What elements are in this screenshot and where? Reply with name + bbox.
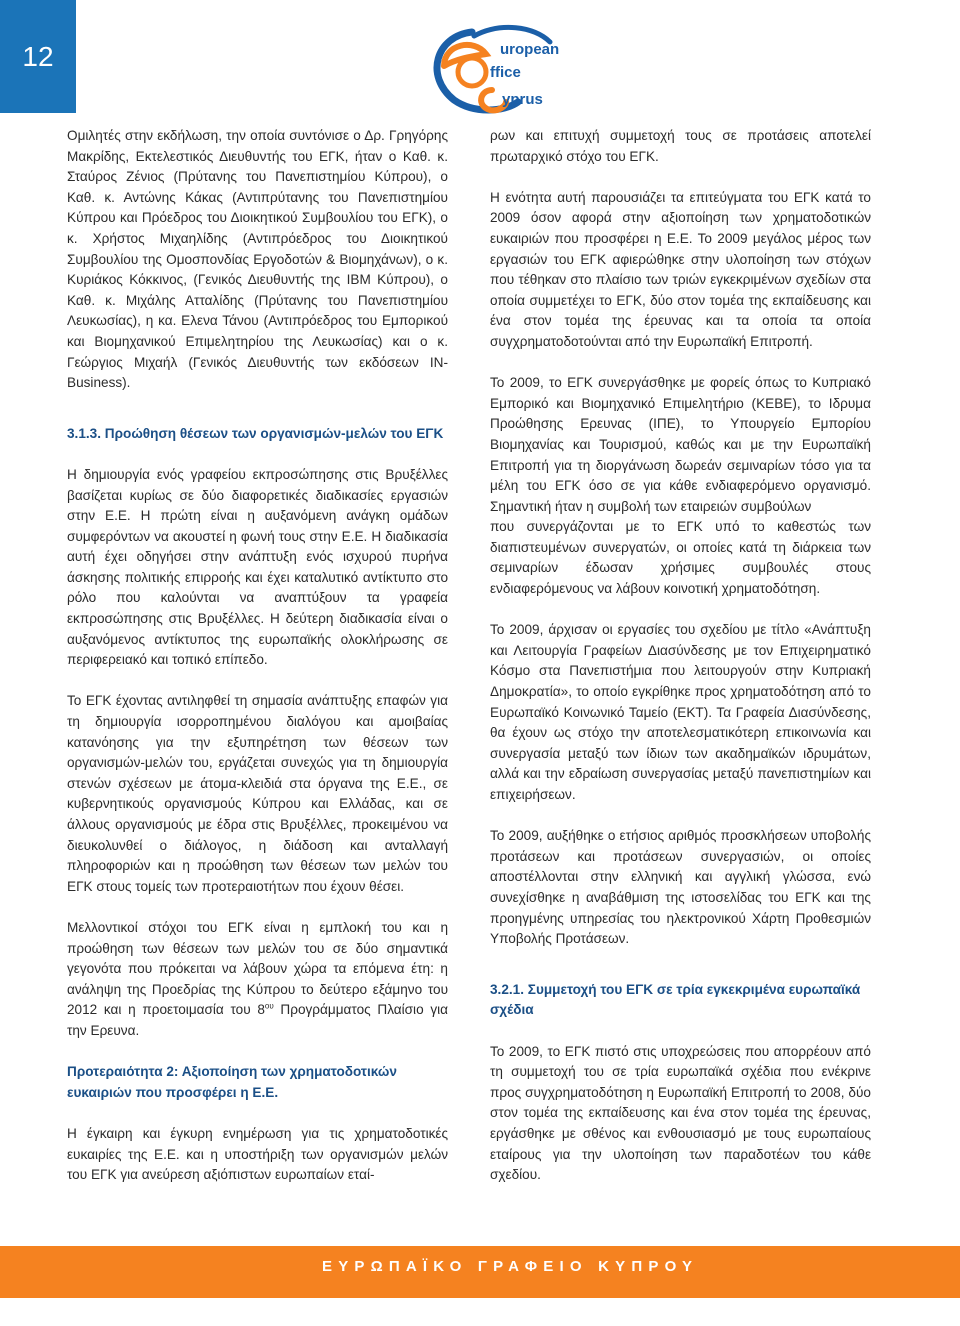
footer-title: ΕΥΡΩΠΑΪΚΟ ΓΡΑΦΕΙΟ ΚΥΠΡΟΥ	[322, 1258, 699, 1275]
paragraph-timely-info: Η έγκαιρη και έγκυρη ενημέρωση για τις χρηματοδοτικές ευκαιρίες της Ε.Ε. και η υποστήριξη των οργανισμών μελών του ΕΓΚ για ανεύρεση αξιόπιστων ευρωπαίων εταί-	[67, 1125, 448, 1183]
paragraph-egk-contacts: Το ΕΓΚ έχοντας αντιληφθεί τη σημασία ανάπτυξης επαφών για τη δημιουργία ισορροπημένου διαλόγου και αμοιβαίας κατανόησης για την εξυπηρέτηση των θέσεων των οργανισμών-μελών του, εργάζεται συνεχώς για τη δημιουργία στενών σχέσεων με άτομα-κλειδιά στα όργανα της Ε.Ε., σε κυβερνητικούς οργανισμούς Κύπρου και Ελλάδας, και σε άλλους οργανισμούς με έδρα στις Βρυξέλλες, προκειμένου να διευκολυνθεί ο διάλογος, η διάδοση και ανταλλαγή πληροφοριών και η προώθηση των θέσεων των μελών του ΕΓΚ στους τομείς των προτεραιοτήτων που έχουν θέσει.	[67, 693, 448, 894]
left-column	[67, 126, 448, 1206]
right-column	[490, 126, 871, 1206]
paragraph-speakers: Ομιλητές στην εκδήλωση, την οποία συντόνισε ο Δρ. Γρηγόρης Μακρίδης, Εκτελεστικός Διευθυντής του ΕΓΚ, ήταν ο Καθ. κ. Σταύρος Ζένιος (Πρύτανης του Πανεπιστημίου Κύπρου), ο Καθ. κ. Αντώνης Κάκας (Αντιπρύτανης του Πανεπιστημίου Κύπρου και Πρόεδρος του Διοικητικού Συμβουλίου του ΕΓΚ), ο κ. Χρήστος Μιχαηλίδης (Αντιπρόεδρος του Διοικητικού Συμβουλίου της Ομοσπονδίας Εργοδοτών & Βιομηχάνων), ο κ. Κυριάκος Κόκκινος, (Γενικός Διευθυντής της ΙΒΜ Κύπρου), ο Καθ. κ. Μιχάλης Ατταλίδης (Πρύτανης του Πανεπιστημίου Λευκωσίας), η κα. Ελενα Τάνου (Αντιπρόεδρος του Εμπορικού και Βιομηχανικού Επιμελητηρίου της Λευκωσίας) και ο κ. Γεώργιος Μιχαήλ (Γενικός Διευθυντής των εκδόσεων ΙΝ-Business).	[67, 128, 448, 391]
paragraph-three-projects: Το 2009, το ΕΓΚ πιστό στις υποχρεώσεις που απορρέουν από τη συμμετοχή του σε τρία ευρωπαϊκά σχέδια που ενέκρινε προς συγχρηματοδότηση η Ευρωπαϊκή Επιτροπή το 2008, δύο στον τομέα της εκπαίδευσης και ένα στον τομέα της έρευνας, εργάσθηκε με σθένος και ενθουσιασμό με τους ευρωπαίους εταίρους για την υλοποίηση των παραδοτέων του κάθε σχεδίου.	[490, 1043, 871, 1183]
paragraph-partners-continued: ρων και επιτυχή συμμετοχή τους σε προτάσεις αποτελεί πρωταρχικό στόχο του ΕΓΚ.	[490, 128, 871, 164]
logo-word-office: ffice	[490, 64, 521, 81]
section-heading-3-2-1: 3.2.1. Συμμετοχή του ΕΓΚ σε τρία εγκεκριμένα ευρωπαϊκά σχέδια	[490, 981, 861, 1018]
ordinal-superscript: ου	[264, 1001, 274, 1011]
paragraph-consultants: που συνεργάζονται με το ΕΓΚ υπό το καθεστώς των διαπιστευμένων συνεργατών, οι οποίες κατά τη διάρκεια των σεμιναρίων έδωσαν χρήσιμες συμβουλές στους ενδιαφερόμενους να λάβουν κοινοτική χρηματοδότηση.	[490, 519, 871, 597]
paragraph-calls-for-proposals: Το 2009, αυξήθηκε ο ετήσιος αριθμός προσκλήσεων υποβολής προτάσεων και προτάσεων συνεργασιών, οι οποίες αποστέλλονται στην ελληνική και αγγλική γλώσσα, ενώ συνεχίσθηκε η αναβάθμιση της ιστοσελίδας του ΕΓΚ και της προηγμένης υπηρεσίας του ηλεκτρονικού Χάρτη Προθεσμιών Υποβολής Προτάσεων.	[490, 828, 871, 947]
paragraph-future-goals	[67, 918, 448, 1042]
paragraph-brussels-office: Η δημιουργία ενός γραφείου εκπροσώπησης στις Βρυξέλλες βασίζεται κυρίως σε δύο διαφορετικές διαδικασίες εργασιών στην Ε.Ε. Η πρώτη είναι η αυξανόμενη ανάγκη ομάδων συμφερόντων να ακουστεί η φωνή τους στην Ε.Ε. Η διαδικασία αυτή έχει οδηγήσει στην ανάπτυξη ενός ισχυρού πυρήνα άσκησης πολιτικής επιρροής και έχει καταλυτικό αντίκτυπο στο ρόλο που καλούνται να αναπτύξουν τα γραφεία εκπροσώπησης στις Βρυξέλλες. Η δεύτερη διαδικασία είναι ο αυξανόμενος αντίκτυπος της ευρωπαϊκής ολοκλήρωσης σε περιφερειακό και τοπικό επίπεδο.	[67, 466, 448, 668]
page-number-tab	[0, 0, 76, 113]
paragraph-achievements-2009: Η ενότητα αυτή παρουσιάζει τα επιτεύγματα του ΕΓΚ κατά το 2009 όσον αφορά στην αξιοποίηση των χρηματοδοτικών ευκαιριών που προσφέρει η Ε.Ε. Το 2009 μεγάλος μέρος των εργασιών του ΕΓΚ αφιερώθηκε στην υλοποίηση των στόχων που τέθηκαν στο πλαίσιο των τριών εγκεκριμένων σχεδίων στα οποία συμμετέχει το ΕΓΚ, δύο στον τομέα της εκπαίδευσης και ένα στον τομέα της έρευνας και τα οποία τα οποία συγχρηματοδοτούνται από την Ευρωπαϊκή Επιτροπή.	[490, 189, 871, 349]
page-number: 12	[22, 40, 54, 72]
european-office-cyprus-logo	[414, 14, 564, 118]
future-goals-text-a: Μελλοντικοί στόχοι του ΕΓΚ είναι η εμπλοκή του και η προώθηση των θέσεων των μελών του σε δύο σημαντικά γεγονότα που πρόκειται να λάβουν χώρα τα επόμενα έτη: η ανάληψη της Προεδρίας της Κύπρου το δεύτερο εξάμηνο του 2012 και η προετοιμασία του 8	[67, 919, 448, 1018]
section-heading-3-1-3: 3.1.3. Προώθηση θέσεων των οργανισμών-μελών του ΕΓΚ	[67, 425, 444, 441]
logo-word-european: uropean	[500, 41, 560, 58]
priority-2-heading: Προτεραιότητα 2: Αξιοποίηση των χρηματοδοτικών ευκαιριών που προσφέρει η Ε.Ε.	[67, 1064, 397, 1100]
paragraph-liaison-offices: Το 2009, άρχισαν οι εργασίες του σχεδίου με τίτλο «Ανάπτυξη και Λειτουργία Γραφείων Διασύνδεσης με τον Επιχειρηματικό Κόσμο στα Πανεπιστήμια που λειτουργούν στην Κυπριακή Δημοκρατία», το οποίο εγκρίθηκε προς χρηματοδότηση από το Ευρωπαϊκό Κοινωνικό Ταμείο (ΕΚΤ). Τα Γραφεία Διασύνδεσης, θα έχουν ως στόχο την αποτελεσματικότερη επικοινωνία και συνεργασία μεταξύ των ίδιων των ακαδημαϊκών ιδρυμάτων, αλλά και την εδραίωση συνεργασίας μεταξύ πανεπιστημίων και επιχειρήσεων.	[490, 622, 871, 802]
logo-word-cyprus: yprus	[502, 91, 543, 108]
paragraph-seminars: Το 2009, το ΕΓΚ συνεργάσθηκε με φορείς όπως το Κυπριακό Εμπορικό και Βιομηχανικό Επιμελητήριο (ΚΕΒΕ), το Ιδρυμα Προώθησης Ερευνας (ΙΠΕ), το Υπουργείο Εμπορίου Βιομηχανίας και Τουρισμού, καθώς και με την Ευρωπαϊκή Επιτροπή για τη διοργάνωση δωρεάν σεμιναρίων τόσο για τα μέλη του ΕΓΚ όσο σε για κάθε ενδιαφερόμενο οργανισμό. Σημαντική ήταν η συμβολή των εταιρειών συμβούλων	[490, 375, 871, 514]
future-goals-text-b: Προγράμματος Πλαίσιο για την Ερευνα.	[67, 1002, 448, 1038]
